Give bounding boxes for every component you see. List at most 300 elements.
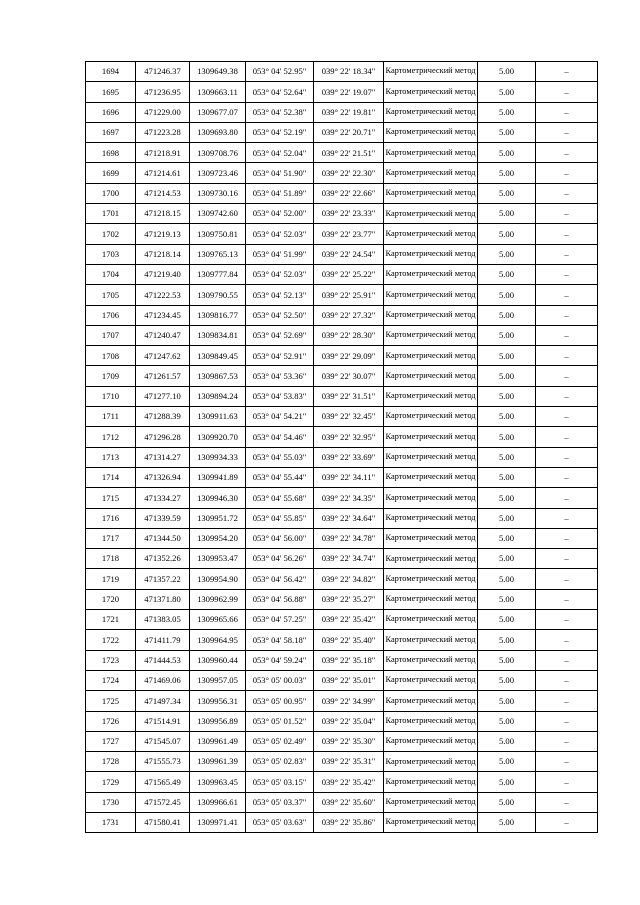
- y-coordinate-cell: 1309941.89: [190, 467, 246, 487]
- longitude-cell: 039° 22' 34.35": [314, 488, 384, 508]
- x-coordinate-cell: 471218.91: [136, 143, 190, 163]
- longitude-cell: 039° 22' 35.40": [314, 630, 384, 650]
- note-cell: –: [536, 264, 598, 284]
- longitude-cell: 039° 22' 25.91": [314, 285, 384, 305]
- longitude-cell: 039° 22' 28.30": [314, 325, 384, 345]
- point-number-cell: 1699: [86, 163, 136, 183]
- longitude-cell: 039° 22' 35.31": [314, 752, 384, 772]
- accuracy-cell: 5.00: [478, 122, 536, 142]
- method-cell: Картометрический метод: [384, 812, 478, 832]
- x-coordinate-cell: 471219.13: [136, 224, 190, 244]
- y-coordinate-cell: 1309966.61: [190, 792, 246, 812]
- y-coordinate-cell: 1309954.90: [190, 569, 246, 589]
- point-number-cell: 1726: [86, 711, 136, 731]
- method-cell: Картометрический метод: [384, 650, 478, 670]
- method-cell: Картометрический метод: [384, 366, 478, 386]
- longitude-cell: 039° 22' 34.82": [314, 569, 384, 589]
- longitude-cell: 039° 22' 25.22": [314, 264, 384, 284]
- note-cell: –: [536, 549, 598, 569]
- table-row: [86, 447, 598, 467]
- table-row: [86, 285, 598, 305]
- latitude-cell: 053° 04' 52.50": [246, 305, 314, 325]
- table-row: [86, 163, 598, 183]
- point-number-cell: 1695: [86, 82, 136, 102]
- accuracy-cell: 5.00: [478, 488, 536, 508]
- table-row: [86, 346, 598, 366]
- y-coordinate-cell: 1309934.33: [190, 447, 246, 467]
- note-cell: –: [536, 305, 598, 325]
- latitude-cell: 053° 04' 56.00": [246, 528, 314, 548]
- longitude-cell: 039° 22' 35.42": [314, 610, 384, 630]
- note-cell: –: [536, 407, 598, 427]
- longitude-cell: 039° 22' 32.45": [314, 407, 384, 427]
- latitude-cell: 053° 04' 53.83": [246, 386, 314, 406]
- method-cell: Картометрический метод: [384, 122, 478, 142]
- point-number-cell: 1714: [86, 467, 136, 487]
- table-row: [86, 812, 598, 832]
- longitude-cell: 039° 22' 35.18": [314, 650, 384, 670]
- longitude-cell: 039° 22' 23.33": [314, 204, 384, 224]
- longitude-cell: 039° 22' 22.66": [314, 183, 384, 203]
- note-cell: –: [536, 325, 598, 345]
- method-cell: Картометрический метод: [384, 143, 478, 163]
- accuracy-cell: 5.00: [478, 549, 536, 569]
- longitude-cell: 039° 22' 19.81": [314, 102, 384, 122]
- table-row: [86, 792, 598, 812]
- table-row: [86, 549, 598, 569]
- note-cell: –: [536, 812, 598, 832]
- method-cell: Картометрический метод: [384, 163, 478, 183]
- latitude-cell: 053° 05' 00.03": [246, 670, 314, 690]
- point-number-cell: 1712: [86, 427, 136, 447]
- y-coordinate-cell: 1309834.81: [190, 325, 246, 345]
- coordinates-table: [85, 61, 598, 833]
- accuracy-cell: 5.00: [478, 427, 536, 447]
- y-coordinate-cell: 1309867.53: [190, 366, 246, 386]
- method-cell: Картометрический метод: [384, 447, 478, 467]
- point-number-cell: 1705: [86, 285, 136, 305]
- x-coordinate-cell: 471277.10: [136, 386, 190, 406]
- x-coordinate-cell: 471240.47: [136, 325, 190, 345]
- accuracy-cell: 5.00: [478, 792, 536, 812]
- longitude-cell: 039° 22' 33.69": [314, 447, 384, 467]
- latitude-cell: 053° 04' 52.03": [246, 224, 314, 244]
- point-number-cell: 1700: [86, 183, 136, 203]
- latitude-cell: 053° 04' 52.91": [246, 346, 314, 366]
- x-coordinate-cell: 471326.94: [136, 467, 190, 487]
- longitude-cell: 039° 22' 29.09": [314, 346, 384, 366]
- latitude-cell: 053° 04' 52.13": [246, 285, 314, 305]
- table-row: [86, 569, 598, 589]
- note-cell: –: [536, 224, 598, 244]
- method-cell: Картометрический метод: [384, 204, 478, 224]
- table-row: [86, 670, 598, 690]
- longitude-cell: 039° 22' 23.77": [314, 224, 384, 244]
- x-coordinate-cell: 471214.61: [136, 163, 190, 183]
- x-coordinate-cell: 471222.53: [136, 285, 190, 305]
- method-cell: Картометрический метод: [384, 407, 478, 427]
- y-coordinate-cell: 1309816.77: [190, 305, 246, 325]
- accuracy-cell: 5.00: [478, 569, 536, 589]
- latitude-cell: 053° 05' 02.49": [246, 731, 314, 751]
- accuracy-cell: 5.00: [478, 244, 536, 264]
- note-cell: –: [536, 366, 598, 386]
- accuracy-cell: 5.00: [478, 752, 536, 772]
- table-row: [86, 386, 598, 406]
- table-row: [86, 122, 598, 142]
- method-cell: Картометрический метод: [384, 589, 478, 609]
- note-cell: –: [536, 711, 598, 731]
- longitude-cell: 039° 22' 32.95": [314, 427, 384, 447]
- point-number-cell: 1710: [86, 386, 136, 406]
- point-number-cell: 1727: [86, 731, 136, 751]
- accuracy-cell: 5.00: [478, 589, 536, 609]
- method-cell: Картометрический метод: [384, 792, 478, 812]
- note-cell: –: [536, 467, 598, 487]
- accuracy-cell: 5.00: [478, 366, 536, 386]
- method-cell: Картометрический метод: [384, 772, 478, 792]
- y-coordinate-cell: 1309965.66: [190, 610, 246, 630]
- method-cell: Картометрический метод: [384, 346, 478, 366]
- method-cell: Картометрический метод: [384, 488, 478, 508]
- table-row: [86, 183, 598, 203]
- method-cell: Картометрический метод: [384, 82, 478, 102]
- longitude-cell: 039° 22' 35.04": [314, 711, 384, 731]
- longitude-cell: 039° 22' 31.51": [314, 386, 384, 406]
- method-cell: Картометрический метод: [384, 711, 478, 731]
- note-cell: –: [536, 122, 598, 142]
- table-row: [86, 488, 598, 508]
- y-coordinate-cell: 1309649.38: [190, 62, 246, 82]
- note-cell: –: [536, 528, 598, 548]
- x-coordinate-cell: 471223.28: [136, 122, 190, 142]
- note-cell: –: [536, 163, 598, 183]
- y-coordinate-cell: 1309849.45: [190, 346, 246, 366]
- longitude-cell: 039° 22' 34.11": [314, 467, 384, 487]
- note-cell: –: [536, 589, 598, 609]
- longitude-cell: 039° 22' 20.71": [314, 122, 384, 142]
- x-coordinate-cell: 471352.26: [136, 549, 190, 569]
- latitude-cell: 053° 04' 52.03": [246, 264, 314, 284]
- method-cell: Картометрический метод: [384, 528, 478, 548]
- latitude-cell: 053° 04' 57.25": [246, 610, 314, 630]
- accuracy-cell: 5.00: [478, 731, 536, 751]
- method-cell: Картометрический метод: [384, 508, 478, 528]
- note-cell: –: [536, 143, 598, 163]
- table-row: [86, 467, 598, 487]
- x-coordinate-cell: 471334.27: [136, 488, 190, 508]
- y-coordinate-cell: 1309962.99: [190, 589, 246, 609]
- table-row: [86, 528, 598, 548]
- longitude-cell: 039° 22' 22.30": [314, 163, 384, 183]
- latitude-cell: 053° 05' 01.52": [246, 711, 314, 731]
- note-cell: –: [536, 204, 598, 224]
- x-coordinate-cell: 471288.39: [136, 407, 190, 427]
- table-row: [86, 610, 598, 630]
- latitude-cell: 053° 04' 51.89": [246, 183, 314, 203]
- table-row: [86, 650, 598, 670]
- latitude-cell: 053° 04' 52.95": [246, 62, 314, 82]
- point-number-cell: 1702: [86, 224, 136, 244]
- point-number-cell: 1725: [86, 691, 136, 711]
- note-cell: –: [536, 670, 598, 690]
- table-body: [86, 62, 598, 833]
- table-row: [86, 630, 598, 650]
- x-coordinate-cell: 471214.53: [136, 183, 190, 203]
- point-number-cell: 1704: [86, 264, 136, 284]
- y-coordinate-cell: 1309956.89: [190, 711, 246, 731]
- table-row: [86, 244, 598, 264]
- table-row: [86, 305, 598, 325]
- longitude-cell: 039° 22' 35.30": [314, 731, 384, 751]
- latitude-cell: 053° 04' 56.26": [246, 549, 314, 569]
- latitude-cell: 053° 04' 52.64": [246, 82, 314, 102]
- accuracy-cell: 5.00: [478, 62, 536, 82]
- y-coordinate-cell: 1309957.05: [190, 670, 246, 690]
- method-cell: Картометрический метод: [384, 731, 478, 751]
- latitude-cell: 053° 04' 55.44": [246, 467, 314, 487]
- x-coordinate-cell: 471247.62: [136, 346, 190, 366]
- latitude-cell: 053° 05' 00.95": [246, 691, 314, 711]
- latitude-cell: 053° 04' 51.90": [246, 163, 314, 183]
- y-coordinate-cell: 1309946.30: [190, 488, 246, 508]
- point-number-cell: 1715: [86, 488, 136, 508]
- y-coordinate-cell: 1309953.47: [190, 549, 246, 569]
- table-row: [86, 711, 598, 731]
- latitude-cell: 053° 04' 59.24": [246, 650, 314, 670]
- table-row: [86, 325, 598, 345]
- note-cell: –: [536, 386, 598, 406]
- longitude-cell: 039° 22' 24.54": [314, 244, 384, 264]
- accuracy-cell: 5.00: [478, 285, 536, 305]
- y-coordinate-cell: 1309951.72: [190, 508, 246, 528]
- latitude-cell: 053° 04' 54.46": [246, 427, 314, 447]
- latitude-cell: 053° 04' 52.38": [246, 102, 314, 122]
- x-coordinate-cell: 471234.45: [136, 305, 190, 325]
- y-coordinate-cell: 1309677.07: [190, 102, 246, 122]
- longitude-cell: 039° 22' 18.34": [314, 62, 384, 82]
- point-number-cell: 1697: [86, 122, 136, 142]
- table-row: [86, 589, 598, 609]
- point-number-cell: 1724: [86, 670, 136, 690]
- method-cell: Картометрический метод: [384, 569, 478, 589]
- latitude-cell: 053° 05' 03.37": [246, 792, 314, 812]
- y-coordinate-cell: 1309765.13: [190, 244, 246, 264]
- method-cell: Картометрический метод: [384, 264, 478, 284]
- accuracy-cell: 5.00: [478, 610, 536, 630]
- table-row: [86, 224, 598, 244]
- y-coordinate-cell: 1309971.41: [190, 812, 246, 832]
- method-cell: Картометрический метод: [384, 427, 478, 447]
- point-number-cell: 1709: [86, 366, 136, 386]
- note-cell: –: [536, 731, 598, 751]
- accuracy-cell: 5.00: [478, 305, 536, 325]
- x-coordinate-cell: 471565.49: [136, 772, 190, 792]
- y-coordinate-cell: 1309911.63: [190, 407, 246, 427]
- note-cell: –: [536, 62, 598, 82]
- x-coordinate-cell: 471339.59: [136, 508, 190, 528]
- table-row: [86, 204, 598, 224]
- note-cell: –: [536, 508, 598, 528]
- point-number-cell: 1703: [86, 244, 136, 264]
- table-row: [86, 508, 598, 528]
- table-row: [86, 691, 598, 711]
- point-number-cell: 1711: [86, 407, 136, 427]
- point-number-cell: 1696: [86, 102, 136, 122]
- accuracy-cell: 5.00: [478, 407, 536, 427]
- table-row: [86, 772, 598, 792]
- note-cell: –: [536, 447, 598, 467]
- x-coordinate-cell: 471411.79: [136, 630, 190, 650]
- x-coordinate-cell: 471219.40: [136, 264, 190, 284]
- x-coordinate-cell: 471218.14: [136, 244, 190, 264]
- latitude-cell: 053° 04' 55.03": [246, 447, 314, 467]
- y-coordinate-cell: 1309961.49: [190, 731, 246, 751]
- latitude-cell: 053° 04' 52.04": [246, 143, 314, 163]
- table-row: [86, 366, 598, 386]
- accuracy-cell: 5.00: [478, 630, 536, 650]
- note-cell: –: [536, 610, 598, 630]
- method-cell: Картометрический метод: [384, 670, 478, 690]
- longitude-cell: 039° 22' 30.07": [314, 366, 384, 386]
- note-cell: –: [536, 772, 598, 792]
- x-coordinate-cell: 471344.50: [136, 528, 190, 548]
- method-cell: Картометрический метод: [384, 244, 478, 264]
- accuracy-cell: 5.00: [478, 224, 536, 244]
- latitude-cell: 053° 04' 52.69": [246, 325, 314, 345]
- x-coordinate-cell: 471236.95: [136, 82, 190, 102]
- x-coordinate-cell: 471545.07: [136, 731, 190, 751]
- accuracy-cell: 5.00: [478, 528, 536, 548]
- y-coordinate-cell: 1309750.81: [190, 224, 246, 244]
- point-number-cell: 1728: [86, 752, 136, 772]
- table-row: [86, 62, 598, 82]
- note-cell: –: [536, 82, 598, 102]
- x-coordinate-cell: 471229.00: [136, 102, 190, 122]
- point-number-cell: 1706: [86, 305, 136, 325]
- x-coordinate-cell: 471218.15: [136, 204, 190, 224]
- longitude-cell: 039° 22' 34.64": [314, 508, 384, 528]
- x-coordinate-cell: 471383.05: [136, 610, 190, 630]
- x-coordinate-cell: 471469.06: [136, 670, 190, 690]
- method-cell: Картометрический метод: [384, 386, 478, 406]
- y-coordinate-cell: 1309790.55: [190, 285, 246, 305]
- method-cell: Картометрический метод: [384, 467, 478, 487]
- x-coordinate-cell: 471572.45: [136, 792, 190, 812]
- accuracy-cell: 5.00: [478, 143, 536, 163]
- accuracy-cell: 5.00: [478, 670, 536, 690]
- accuracy-cell: 5.00: [478, 508, 536, 528]
- x-coordinate-cell: 471555.73: [136, 752, 190, 772]
- method-cell: Картометрический метод: [384, 752, 478, 772]
- accuracy-cell: 5.00: [478, 691, 536, 711]
- latitude-cell: 053° 04' 56.42": [246, 569, 314, 589]
- y-coordinate-cell: 1309663.11: [190, 82, 246, 102]
- y-coordinate-cell: 1309693.80: [190, 122, 246, 142]
- y-coordinate-cell: 1309956.31: [190, 691, 246, 711]
- longitude-cell: 039° 22' 19.07": [314, 82, 384, 102]
- method-cell: Картометрический метод: [384, 610, 478, 630]
- method-cell: Картометрический метод: [384, 102, 478, 122]
- accuracy-cell: 5.00: [478, 711, 536, 731]
- longitude-cell: 039° 22' 35.60": [314, 792, 384, 812]
- latitude-cell: 053° 04' 52.19": [246, 122, 314, 142]
- accuracy-cell: 5.00: [478, 183, 536, 203]
- point-number-cell: 1720: [86, 589, 136, 609]
- accuracy-cell: 5.00: [478, 346, 536, 366]
- point-number-cell: 1701: [86, 204, 136, 224]
- y-coordinate-cell: 1309723.46: [190, 163, 246, 183]
- y-coordinate-cell: 1309961.39: [190, 752, 246, 772]
- point-number-cell: 1718: [86, 549, 136, 569]
- note-cell: –: [536, 427, 598, 447]
- table-row: [86, 82, 598, 102]
- y-coordinate-cell: 1309960.44: [190, 650, 246, 670]
- x-coordinate-cell: 471444.53: [136, 650, 190, 670]
- longitude-cell: 039° 22' 35.42": [314, 772, 384, 792]
- latitude-cell: 053° 05' 02.83": [246, 752, 314, 772]
- accuracy-cell: 5.00: [478, 386, 536, 406]
- y-coordinate-cell: 1309730.16: [190, 183, 246, 203]
- longitude-cell: 039° 22' 35.27": [314, 589, 384, 609]
- table-row: [86, 407, 598, 427]
- longitude-cell: 039° 22' 34.78": [314, 528, 384, 548]
- y-coordinate-cell: 1309777.84: [190, 264, 246, 284]
- note-cell: –: [536, 183, 598, 203]
- y-coordinate-cell: 1309963.45: [190, 772, 246, 792]
- latitude-cell: 053° 04' 55.85": [246, 508, 314, 528]
- x-coordinate-cell: 471314.27: [136, 447, 190, 467]
- latitude-cell: 053° 04' 55.68": [246, 488, 314, 508]
- accuracy-cell: 5.00: [478, 812, 536, 832]
- latitude-cell: 053° 04' 52.00": [246, 204, 314, 224]
- longitude-cell: 039° 22' 34.99": [314, 691, 384, 711]
- table-row: [86, 102, 598, 122]
- latitude-cell: 053° 04' 58.18": [246, 630, 314, 650]
- note-cell: –: [536, 752, 598, 772]
- note-cell: –: [536, 650, 598, 670]
- point-number-cell: 1719: [86, 569, 136, 589]
- x-coordinate-cell: 471261.57: [136, 366, 190, 386]
- note-cell: –: [536, 792, 598, 812]
- latitude-cell: 053° 04' 53.36": [246, 366, 314, 386]
- table-row: [86, 731, 598, 751]
- point-number-cell: 1707: [86, 325, 136, 345]
- x-coordinate-cell: 471497.34: [136, 691, 190, 711]
- point-number-cell: 1729: [86, 772, 136, 792]
- note-cell: –: [536, 630, 598, 650]
- accuracy-cell: 5.00: [478, 102, 536, 122]
- method-cell: Картометрический метод: [384, 285, 478, 305]
- x-coordinate-cell: 471371.80: [136, 589, 190, 609]
- note-cell: –: [536, 346, 598, 366]
- accuracy-cell: 5.00: [478, 772, 536, 792]
- point-number-cell: 1716: [86, 508, 136, 528]
- point-number-cell: 1694: [86, 62, 136, 82]
- y-coordinate-cell: 1309742.60: [190, 204, 246, 224]
- x-coordinate-cell: 471357.22: [136, 569, 190, 589]
- note-cell: –: [536, 691, 598, 711]
- accuracy-cell: 5.00: [478, 650, 536, 670]
- method-cell: Картометрический метод: [384, 183, 478, 203]
- point-number-cell: 1722: [86, 630, 136, 650]
- note-cell: –: [536, 285, 598, 305]
- x-coordinate-cell: 471296.28: [136, 427, 190, 447]
- latitude-cell: 053° 05' 03.63": [246, 812, 314, 832]
- method-cell: Картометрический метод: [384, 305, 478, 325]
- note-cell: –: [536, 102, 598, 122]
- accuracy-cell: 5.00: [478, 204, 536, 224]
